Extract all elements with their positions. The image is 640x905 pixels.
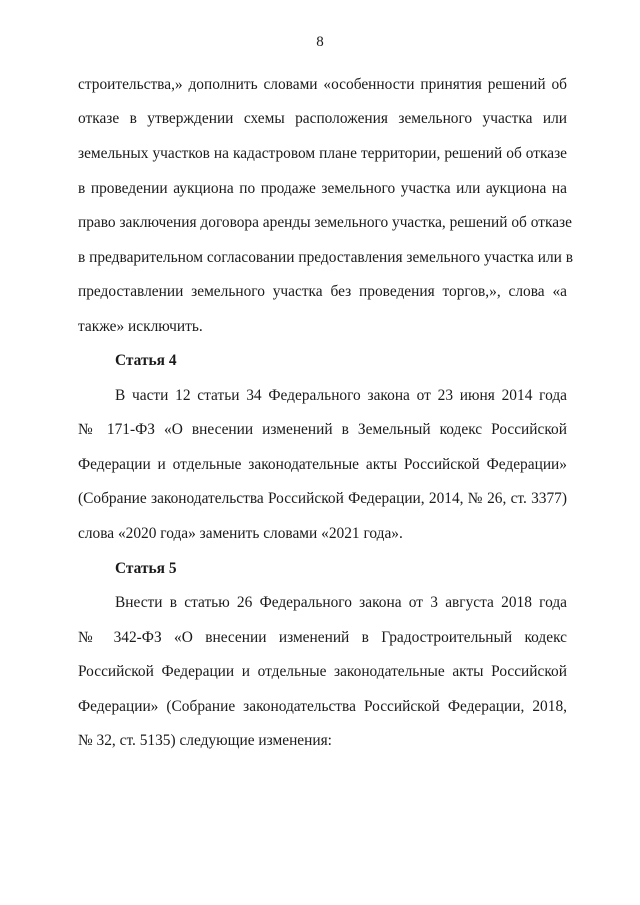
article-5-line-3: Российской Федерации и отдельные законодательные акты Российской (78, 663, 567, 680)
article-5-line-4: Федерации» (Собрание законодательства Российской Федерации, 2018, (78, 698, 567, 715)
article-4-line-1: В части 12 статьи 34 Федерального закона от 23 июня 2014 года (115, 387, 567, 404)
paragraph-1-line-3: земельных участков на кадастровом плане территории, решений об отказе (78, 145, 567, 162)
paragraph-1-line-4: в проведении аукциона по продаже земельного участка или аукциона на (78, 180, 567, 197)
article-4-line-5: слова «2020 года» заменить словами «2021 года». (78, 525, 403, 542)
paragraph-1-line-2: отказе в утверждении схемы расположения земельного участка или (78, 110, 567, 127)
page-number: 8 (316, 34, 324, 50)
article-5-line-5: № 32, ст. 5135) следующие изменения: (78, 732, 332, 749)
paragraph-1-line-7: предоставлении земельного участка без проведения торгов,», слова «а (78, 283, 567, 300)
article-4-heading: Статья 4 (115, 352, 177, 369)
paragraph-1-line-5: право заключения договора аренды земельного участка, решений об отказе (78, 214, 572, 231)
paragraph-1-line-6: в предварительном согласовании предоставления земельного участка или в (78, 249, 573, 266)
article-5-line-2: № 342-ФЗ «О внесении изменений в Градостроительный кодекс (78, 629, 567, 646)
article-4-line-2: № 171-ФЗ «О внесении изменений в Земельный кодекс Российской (78, 421, 567, 438)
article-4-line-3: Федерации и отдельные законодательные акты Российской Федерации» (78, 456, 567, 473)
article-5-line-1: Внести в статью 26 Федерального закона от 3 августа 2018 года (115, 594, 567, 611)
article-4-line-4: (Собрание законодательства Российской Федерации, 2014, № 26, ст. 3377) (78, 490, 567, 507)
article-5-heading: Статья 5 (115, 560, 177, 577)
paragraph-1-line-1: строительства,» дополнить словами «особенности принятия решений об (78, 76, 567, 93)
paragraph-1-line-8: также» исключить. (78, 318, 203, 335)
